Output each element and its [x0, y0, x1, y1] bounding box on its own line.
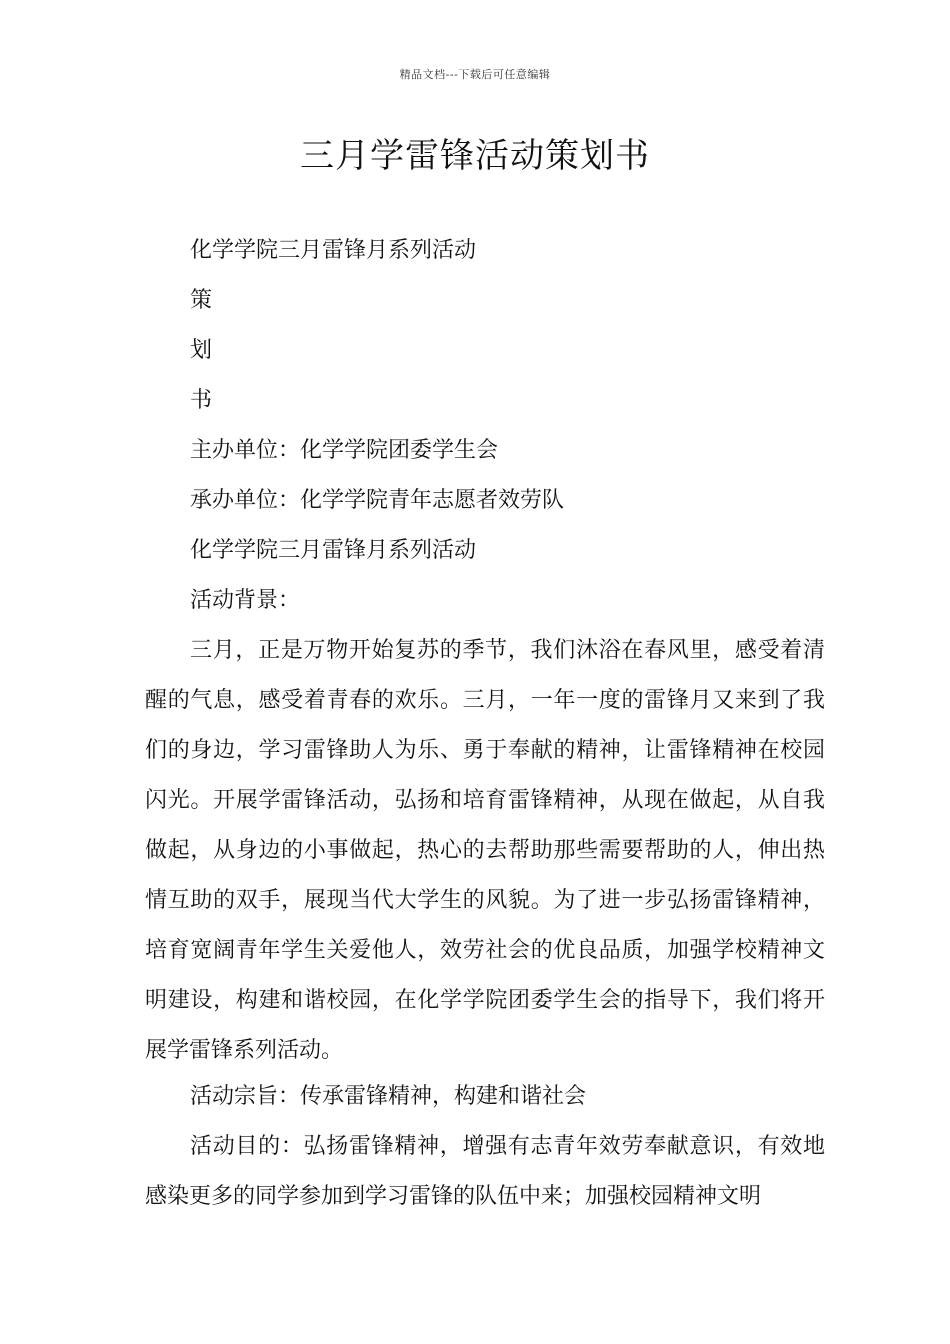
- header-note: 精品文档---下载后可任意编辑: [399, 68, 551, 81]
- organizer-line: 主办单位：化学学院团委学生会: [190, 438, 499, 463]
- co-organizer-line: 承办单位：化学学院青年志愿者效劳队: [190, 488, 565, 513]
- goal-paragraph: 活动目的：弘扬雷锋精神，增强有志青年效劳奉献意识，有效地感染更多的同学参加到学习雷锋的队伍中来；加强校园精神文明: [145, 1134, 825, 1209]
- series-line: 化学学院三月雷锋月系列活动: [190, 538, 477, 563]
- background-heading: 活动背景：: [190, 588, 301, 613]
- subtitle-line: 化学学院三月雷锋月系列活动: [190, 238, 477, 263]
- plan-char-1: 策: [190, 288, 213, 313]
- background-paragraph: 三月，正是万物开始复苏的季节，我们沐浴在春风里，感受着清醒的气息，感受着青春的欢乐。三月，一年一度的雷锋月又来到了我们的身边，学习雷锋助人为乐、勇于奉献的精神，让雷锋精神在校园闪光。开展学雷锋活动，弘扬和培育雷锋精神，从现在做起，从自我做起，从身边的小事做起，热心的去帮助那些需要帮助的人，伸出热情互助的双手，展现当代大学生的风貌。为了进一步弘扬雷锋精神，培育宽阔青年学生关爱他人，效劳社会的优良品质，加强学校精神文明建设，构建和谐校园，在化学学院团委学生会的指导下，我们将开展学雷锋系列活动。: [145, 638, 825, 1063]
- plan-char-3: 书: [190, 388, 213, 413]
- purpose-line: 活动宗旨：传承雷锋精神，构建和谐社会: [190, 1084, 587, 1109]
- plan-char-2: 划: [190, 338, 213, 363]
- document-title: 三月学雷锋活动策划书: [300, 136, 650, 176]
